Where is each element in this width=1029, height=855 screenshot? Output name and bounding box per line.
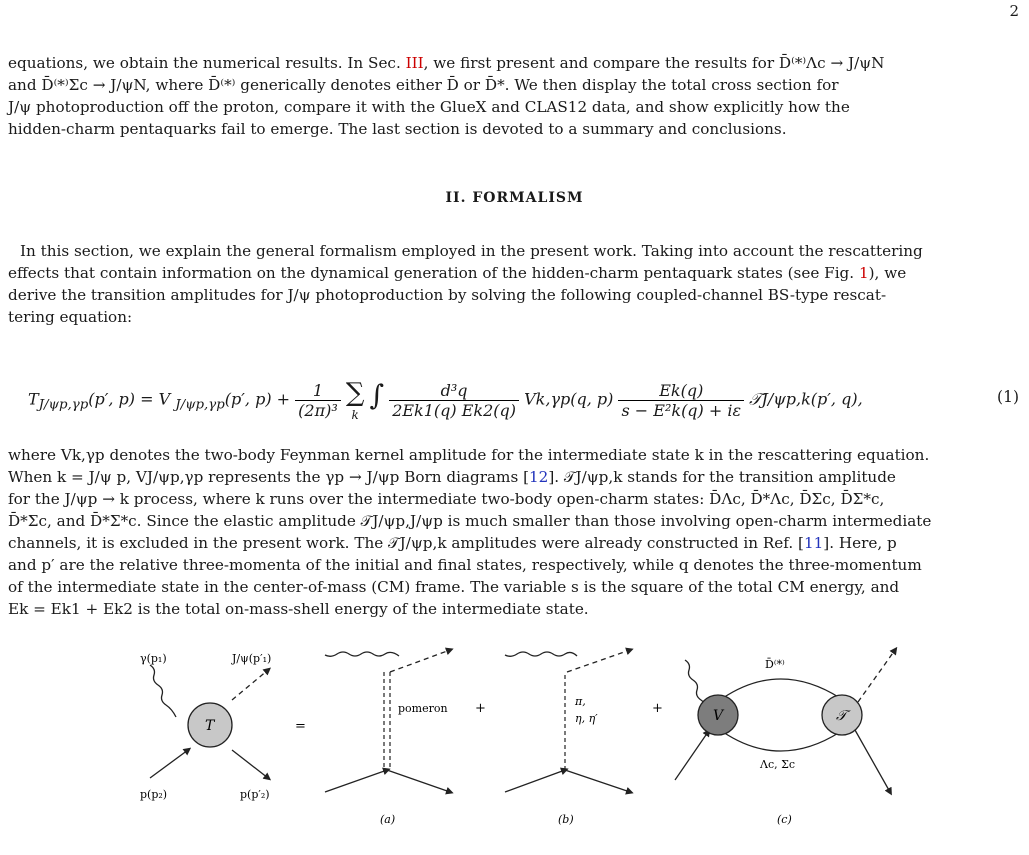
jpsi-label: J/ψ(p′₁) [232, 652, 272, 665]
formalism-line-1: In this section, we explain the general formalism employed in the present work. Taking into account the rescattering [20, 242, 923, 260]
equation-1: $T_{J/\psi p,\gamma p}(p'$, p) = V $_{J/\psi p,\gamma p}$(p′, p) + $\frac{1}{\text{(2π)³}}$ ∑ k ∫ $\frac{\text{d³q}}{2Ek1(q) Ek2(q)}$ Vk,γp(q, p) $\frac{Ek(q)}{\text{s − E²k(q) + iε}}$ 𝒯J/ψp,k(p′, q), [28, 378, 863, 422]
proton-out-label: p(p′₂) [240, 788, 270, 801]
diagram-b-meson-exchange [505, 650, 630, 826]
intro-line-4: hidden-charm pentaquarks fail to emerge. The last section is devoted to a summary and conclusions. [8, 120, 787, 138]
formalism-line-4: tering equation: [8, 308, 133, 326]
formalism-paragraph [8, 240, 1020, 328]
citation-11-link[interactable]: 11 [803, 534, 824, 552]
page-number: 2 [1009, 2, 1019, 20]
dbar-label: D̄⁽*⁾ [765, 658, 785, 671]
figure-ref-link[interactable]: 1 [858, 264, 869, 282]
citation-12-link[interactable]: 12 [529, 468, 549, 486]
intro-paragraph [8, 52, 1020, 140]
pomeron-label: pomeron [398, 702, 448, 715]
panel-c-label: (c) [777, 813, 792, 826]
integral-symbol: ∫ [369, 378, 385, 412]
def-line-7: of the intermediate state in the center-of-mass (CM) frame. The variable s is the square of the total CM energy, and [8, 578, 900, 596]
photon-label: γ(p₁) [140, 652, 167, 665]
proton-in-label: p(p₂) [140, 788, 168, 801]
intro-line-3: J/ψ photoproduction off the proton, compare it with the GlueX and CLAS12 data, and show explicitly how the [8, 98, 850, 116]
equals-sign: = [295, 719, 306, 734]
section-ref-link[interactable]: III [405, 54, 424, 72]
def-line-2: When k = J/ψ p, VJ/ψp,γp represents the γp → J/ψp Born diagrams [12]. 𝒯J/ψp,k stands for the transition amplitude [8, 468, 896, 486]
meson-label-eta: η, η′ [575, 712, 598, 725]
fraction-norm: $\frac{1}{\text{(2π)³}}$ [295, 381, 341, 420]
intro-line-1: equations, we obtain the numerical results. In Sec. III, we first present and compare the results for D̄⁽*⁾Λc → J/ψN [8, 54, 885, 72]
diagram-a-pomeron [325, 650, 450, 826]
def-line-3: for the J/ψp → k process, where k runs over the intermediate two-body open-charm states: D̄Λc, D̄*Λc, D̄Σc, D̄Σ*c, [8, 490, 885, 508]
t-vertex-diagram [140, 652, 271, 801]
v-blob-label: V [713, 708, 724, 724]
fraction-measure: $\frac{\text{d³q}}{2Ek1(q) Ek2(q)}$ [389, 381, 519, 420]
diagram-c-rescattering [675, 650, 895, 826]
def-line-4: D̄*Σc, and D̄*Σ*c. Since the elastic amplitude 𝒯J/ψp,J/ψp is much smaller than those involving open-charm intermediate [8, 512, 932, 530]
def-line-8: Ek = Ek1 + Ek2 is the total on-mass-shell energy of the intermediate state. [8, 600, 589, 618]
def-line-6: and p′ are the relative three-momenta of the initial and final states, respectively, while q denotes the three-momentum [8, 556, 922, 574]
formalism-line-3: derive the transition amplitudes for J/ψ photoproduction by solving the following coupled-channel BS-type rescat- [8, 286, 887, 304]
t-amplitude-term: 𝒯J/ψp,k(p′, q), [749, 389, 863, 409]
equation-number: (1) [997, 388, 1019, 406]
fraction-propagator: $\frac{Ek(q)}{\text{s − E²k(q) + iε}}$ [618, 381, 744, 420]
plus-sign-1: + [475, 701, 486, 716]
formalism-line-2: effects that contain information on the dynamical generation of the hidden-charm pentaquark states (see Fig. 1), we [8, 264, 907, 282]
feynman-diagram-figure [120, 640, 910, 840]
tcal-blob-label: 𝒯 [836, 708, 847, 724]
kernel-term: Vk,γp(q, p) [524, 389, 614, 409]
meson-label-pi: π, [575, 695, 586, 708]
definitions-paragraph [8, 444, 1020, 620]
t-blob-label: T [205, 718, 215, 734]
intro-line-2: and D̄⁽*⁾Σc → J/ψN, where D̄⁽*⁾ generically denotes either D̄ or D̄*. We then display the total cross section for [8, 76, 839, 94]
baryon-label: Λc, Σc [760, 758, 796, 771]
panel-a-label: (a) [380, 813, 396, 826]
section-heading: II. FORMALISM [445, 190, 584, 206]
plus-sign-2: + [652, 701, 663, 716]
def-line-5: channels, it is excluded in the present work. The 𝒯J/ψp,k amplitudes were already constructed in Ref. [11]. Here, p [8, 534, 897, 552]
panel-b-label: (b) [558, 813, 574, 826]
def-line-1: where Vk,γp denotes the two-body Feynman kernel amplitude for the intermediate state k in the rescattering equation. [8, 446, 930, 464]
sum-symbol: ∑ k [345, 378, 365, 422]
